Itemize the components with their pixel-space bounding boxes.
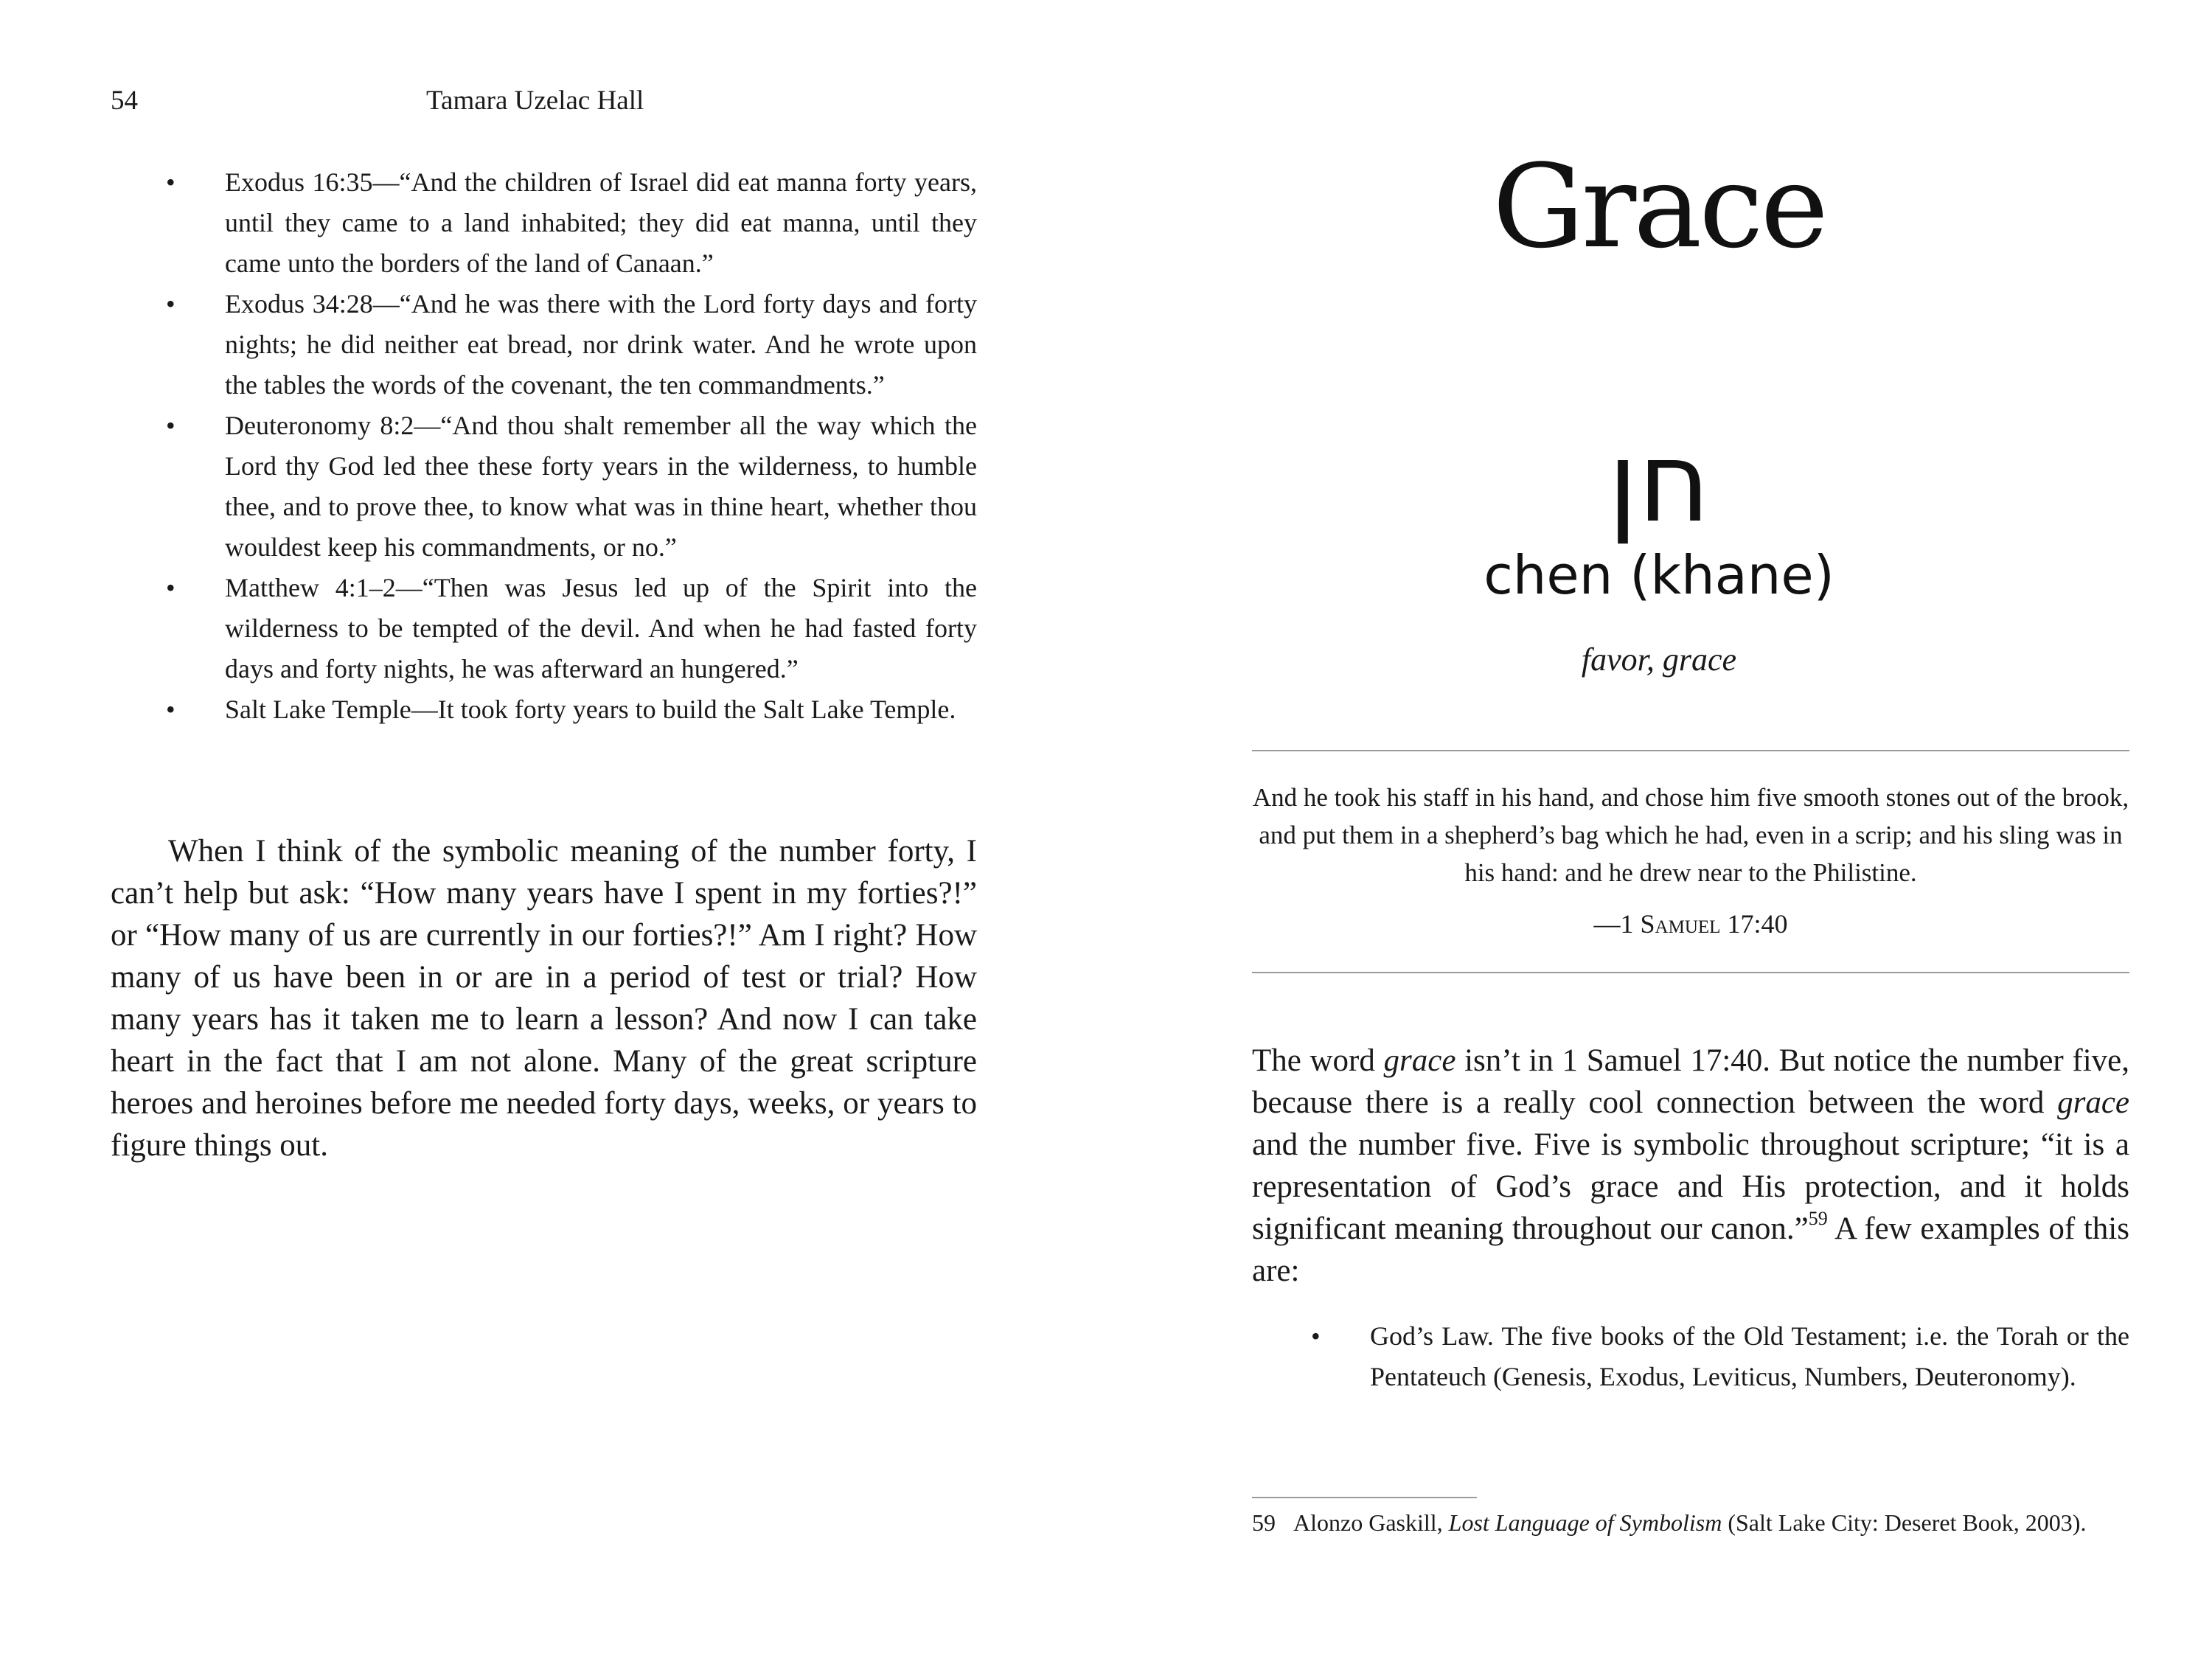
list-item: [114, 406, 977, 568]
footnote-number: 59: [1252, 1509, 1276, 1536]
paragraph-text: isn’t in 1 Samuel 17:40. But notice the number five, because there is a really cool connection between the word: [1252, 1043, 2129, 1120]
right-page: [1106, 0, 2212, 1659]
bullet-icon: •: [1311, 1321, 1321, 1351]
list-item: [114, 284, 977, 406]
scripture-forty-list: [114, 162, 977, 730]
paragraph-text: A few examples of this are:: [1252, 1211, 2129, 1288]
epigraph-citation: [1252, 905, 2129, 942]
chapter-title: Grace: [1492, 139, 1826, 274]
bullet-icon: •: [166, 411, 175, 440]
body-paragraph: When I think of the symbolic meaning of the number forty, I can’t help but ask: “How many years have I spent in my forties?!” or “How many of us are currently in our forties?!” Am I right? How many of us have been in or are in a period of test or trial? How many years has it taken me to learn a lesson? And now I can take heart in the fact that I am not alone. Many of the great scripture heroes and heroines before me needed forty days, weeks, or years to figure things out.: [111, 834, 977, 1163]
bullet-icon: •: [166, 289, 175, 319]
list-item-text: Exodus 34:28—“And he was there with the Lord forty days and forty nights; he did neither eat bread, nor drink water. And he wrote upon the tables the words of the covenant, the ten commandments.”: [225, 289, 977, 400]
footnote-title: Lost Language of Symbolism: [1448, 1509, 1722, 1536]
citation-dash: —1: [1593, 909, 1641, 939]
divider-bottom: [1252, 972, 2129, 973]
footnote: [1252, 1506, 2129, 1540]
list-item: [114, 568, 977, 689]
paragraph-text: and the number five. Five is symbolic throughout scripture; “it is a representation of God’s grace and His protection, and it holds significant meaning throughout our canon.”: [1252, 1127, 2129, 1246]
list-item-text: Exodus 16:35—“And the children of Israel did eat manna forty years, until they came to a land inhabited; they did eat manna, until they came unto the borders of the land of Canaan.”: [225, 167, 977, 278]
list-item-text: Matthew 4:1–2—“Then was Jesus led up of the Spirit into the wilderness to be tempted of the devil. And when he had fasted forty days and forty nights, he was afterward an hungered.”: [225, 573, 977, 684]
hebrew-word: חן: [1607, 419, 1711, 547]
list-item: [1252, 1316, 2129, 1397]
word-definition: favor, grace: [1581, 641, 1737, 678]
running-head-author: Tamara Uzelac Hall: [426, 86, 644, 116]
paragraph-text: The word: [1252, 1043, 1384, 1078]
epigraph-quote: And he took his staff in his hand, and chose him five smooth stones out of the brook, and put them in a shepherd’s bag which he had, even in a scrip; and his sling was in his hand: and he drew near to the Philistine.: [1252, 783, 2129, 887]
footnote-author: Alonzo Gaskill,: [1293, 1509, 1449, 1536]
bullet-icon: •: [166, 573, 175, 602]
five-examples-list: [1252, 1316, 2129, 1397]
paragraph-emphasis: grace: [1383, 1043, 1456, 1078]
transliteration: chen (khane): [1484, 544, 1834, 606]
list-item-text: Deuteronomy 8:2—“And thou shalt remember all the way which the Lord thy God led thee these forty years in the wilderness, to humble thee, and to prove thee, to know what was in thine heart, whether thou wouldest keep his commandments, or no.”: [225, 411, 977, 562]
bullet-icon: •: [166, 695, 175, 724]
page-number: 54: [111, 86, 138, 116]
footnote-reference[interactable]: 59: [1808, 1207, 1828, 1229]
footnote-details: (Salt Lake City: Deseret Book, 2003).: [1722, 1509, 2087, 1536]
citation-reference: 17:40: [1720, 909, 1788, 939]
citation-book: Samuel: [1640, 909, 1721, 939]
list-item-text: God’s Law. The five books of the Old Testament; i.e. the Torah or the Pentateuch (Genesis, Exodus, Leviticus, Numbers, Deuteronomy).: [1370, 1321, 2129, 1391]
divider-top: [1252, 750, 2129, 751]
list-item: [114, 689, 977, 730]
list-item-text: Salt Lake Temple—It took forty years to build the Salt Lake Temple.: [225, 695, 956, 724]
bullet-icon: •: [166, 167, 175, 197]
paragraph-emphasis: grace: [2057, 1085, 2129, 1120]
footnote-divider: [1252, 1497, 1477, 1498]
body-paragraph: [1252, 1040, 2129, 1292]
list-item: [114, 162, 977, 284]
